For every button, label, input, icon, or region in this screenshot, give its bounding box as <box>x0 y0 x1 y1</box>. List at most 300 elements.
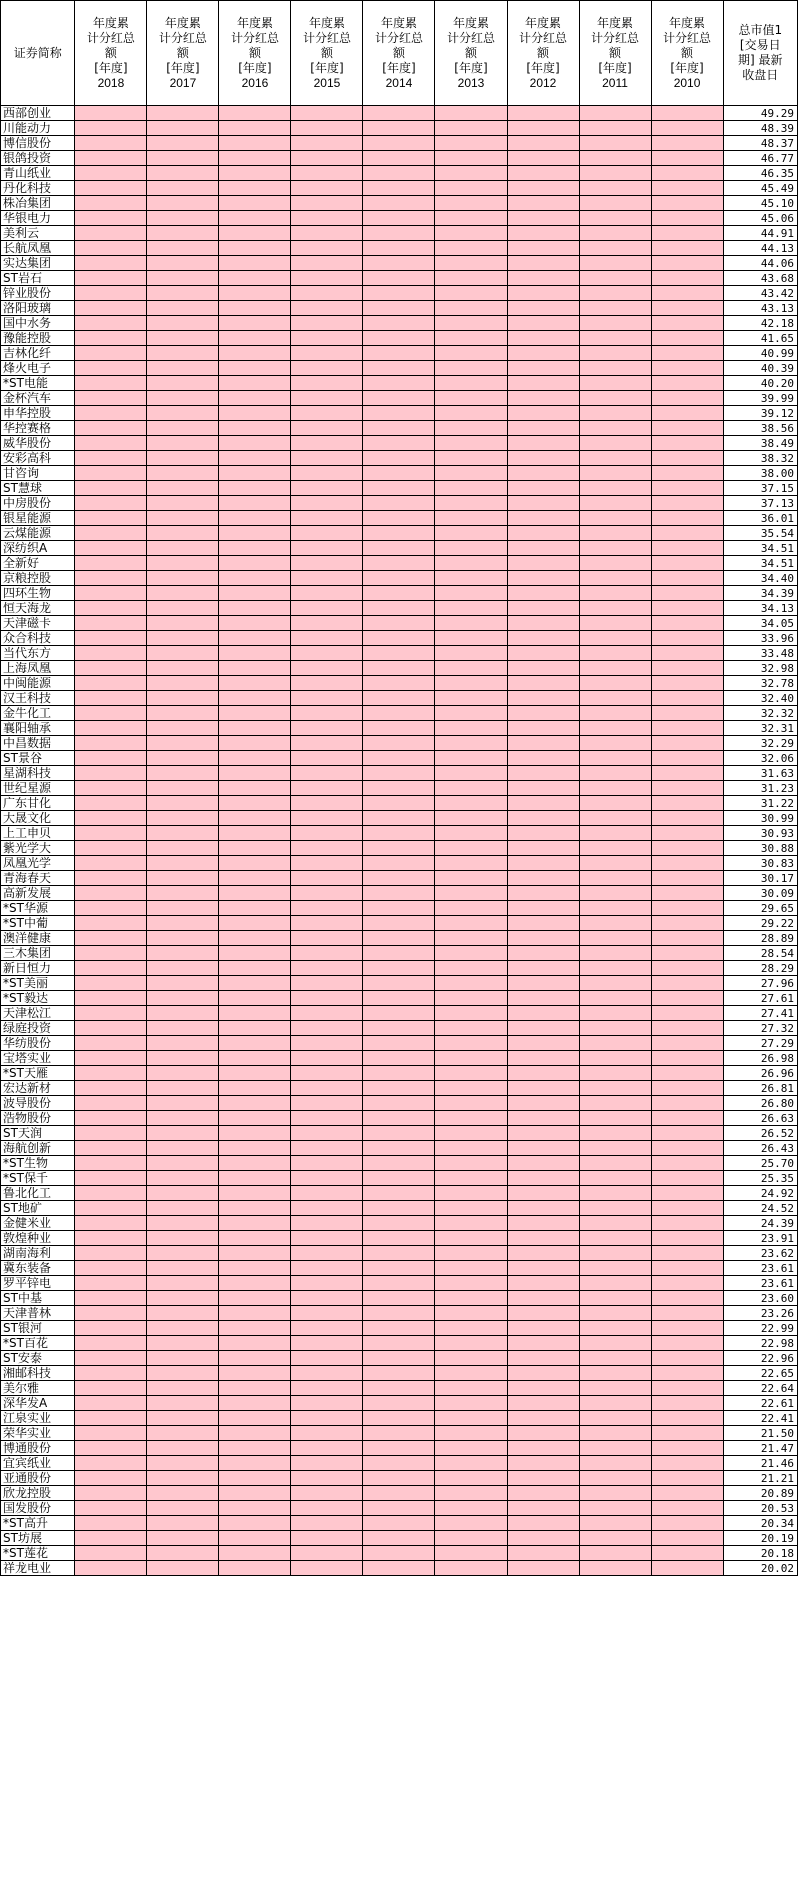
dividend-cell[interactable] <box>219 1501 291 1516</box>
dividend-cell[interactable] <box>219 181 291 196</box>
dividend-cell[interactable] <box>75 196 147 211</box>
dividend-cell[interactable] <box>363 946 435 961</box>
market-value-cell[interactable]: 37.15 <box>723 481 797 496</box>
dividend-cell[interactable] <box>363 1111 435 1126</box>
dividend-cell[interactable] <box>147 211 219 226</box>
dividend-cell[interactable] <box>75 361 147 376</box>
dividend-cell[interactable] <box>219 1126 291 1141</box>
dividend-cell[interactable] <box>291 751 363 766</box>
dividend-cell[interactable] <box>507 1351 579 1366</box>
dividend-cell[interactable] <box>435 586 507 601</box>
dividend-cell[interactable] <box>507 991 579 1006</box>
dividend-cell[interactable] <box>435 691 507 706</box>
dividend-cell[interactable] <box>291 286 363 301</box>
dividend-cell[interactable] <box>579 331 651 346</box>
dividend-cell[interactable] <box>579 1156 651 1171</box>
dividend-cell[interactable] <box>363 1351 435 1366</box>
dividend-cell[interactable] <box>363 1021 435 1036</box>
dividend-cell[interactable] <box>435 661 507 676</box>
security-name-cell[interactable]: 云煤能源 <box>1 526 75 541</box>
security-name-cell[interactable]: *ST华源 <box>1 901 75 916</box>
security-name-cell[interactable]: 紫光学大 <box>1 841 75 856</box>
dividend-cell[interactable] <box>219 1546 291 1561</box>
dividend-cell[interactable] <box>75 1306 147 1321</box>
dividend-cell[interactable] <box>507 1471 579 1486</box>
dividend-cell[interactable] <box>147 406 219 421</box>
dividend-cell[interactable] <box>507 631 579 646</box>
dividend-cell[interactable] <box>75 166 147 181</box>
dividend-cell[interactable] <box>579 886 651 901</box>
dividend-cell[interactable] <box>75 916 147 931</box>
market-value-cell[interactable]: 32.78 <box>723 676 797 691</box>
dividend-cell[interactable] <box>579 901 651 916</box>
dividend-cell[interactable] <box>651 646 723 661</box>
market-value-cell[interactable]: 38.32 <box>723 451 797 466</box>
dividend-cell[interactable] <box>147 421 219 436</box>
dividend-cell[interactable] <box>291 241 363 256</box>
market-value-cell[interactable]: 28.89 <box>723 931 797 946</box>
dividend-cell[interactable] <box>75 1051 147 1066</box>
dividend-cell[interactable] <box>507 556 579 571</box>
dividend-cell[interactable] <box>219 376 291 391</box>
dividend-cell[interactable] <box>219 1156 291 1171</box>
security-name-cell[interactable]: *ST高升 <box>1 1516 75 1531</box>
dividend-cell[interactable] <box>75 856 147 871</box>
dividend-cell[interactable] <box>75 406 147 421</box>
dividend-cell[interactable] <box>219 331 291 346</box>
dividend-cell[interactable] <box>75 211 147 226</box>
dividend-cell[interactable] <box>219 886 291 901</box>
dividend-cell[interactable] <box>363 931 435 946</box>
dividend-cell[interactable] <box>651 541 723 556</box>
dividend-cell[interactable] <box>291 466 363 481</box>
dividend-cell[interactable] <box>579 631 651 646</box>
market-value-cell[interactable]: 22.65 <box>723 1366 797 1381</box>
dividend-cell[interactable] <box>651 181 723 196</box>
dividend-cell[interactable] <box>651 916 723 931</box>
dividend-cell[interactable] <box>219 631 291 646</box>
dividend-cell[interactable] <box>579 1456 651 1471</box>
dividend-cell[interactable] <box>291 676 363 691</box>
dividend-cell[interactable] <box>147 1006 219 1021</box>
dividend-cell[interactable] <box>651 1246 723 1261</box>
security-name-cell[interactable]: *ST百花 <box>1 1336 75 1351</box>
dividend-cell[interactable] <box>651 1261 723 1276</box>
dividend-cell[interactable] <box>435 886 507 901</box>
dividend-cell[interactable] <box>363 961 435 976</box>
dividend-cell[interactable] <box>219 1186 291 1201</box>
dividend-cell[interactable] <box>291 406 363 421</box>
dividend-cell[interactable] <box>147 1546 219 1561</box>
dividend-cell[interactable] <box>579 811 651 826</box>
dividend-cell[interactable] <box>507 1036 579 1051</box>
dividend-cell[interactable] <box>75 751 147 766</box>
dividend-cell[interactable] <box>435 1246 507 1261</box>
dividend-cell[interactable] <box>147 1156 219 1171</box>
dividend-cell[interactable] <box>147 316 219 331</box>
dividend-cell[interactable] <box>75 136 147 151</box>
market-value-cell[interactable]: 30.93 <box>723 826 797 841</box>
dividend-cell[interactable] <box>291 781 363 796</box>
market-value-cell[interactable]: 32.29 <box>723 736 797 751</box>
market-value-cell[interactable]: 20.89 <box>723 1486 797 1501</box>
security-name-cell[interactable]: 广东甘化 <box>1 796 75 811</box>
security-name-cell[interactable]: 中昌数据 <box>1 736 75 751</box>
dividend-cell[interactable] <box>579 466 651 481</box>
security-name-cell[interactable]: 博信股份 <box>1 136 75 151</box>
header-market-value[interactable] <box>723 1 797 106</box>
dividend-cell[interactable] <box>579 931 651 946</box>
dividend-cell[interactable] <box>147 256 219 271</box>
security-name-cell[interactable]: 祥龙电业 <box>1 1561 75 1576</box>
dividend-cell[interactable] <box>507 1411 579 1426</box>
market-value-cell[interactable]: 31.23 <box>723 781 797 796</box>
market-value-cell[interactable]: 23.62 <box>723 1246 797 1261</box>
dividend-cell[interactable] <box>651 331 723 346</box>
dividend-cell[interactable] <box>219 901 291 916</box>
security-name-cell[interactable]: *ST毅达 <box>1 991 75 1006</box>
dividend-cell[interactable] <box>579 286 651 301</box>
dividend-cell[interactable] <box>507 1486 579 1501</box>
security-name-cell[interactable]: 浩物股份 <box>1 1111 75 1126</box>
security-name-cell[interactable]: 西部创业 <box>1 106 75 121</box>
dividend-cell[interactable] <box>219 1561 291 1576</box>
dividend-cell[interactable] <box>435 376 507 391</box>
dividend-cell[interactable] <box>363 1501 435 1516</box>
dividend-cell[interactable] <box>219 811 291 826</box>
dividend-cell[interactable] <box>579 1486 651 1501</box>
market-value-cell[interactable]: 23.61 <box>723 1261 797 1276</box>
dividend-cell[interactable] <box>651 1486 723 1501</box>
dividend-cell[interactable] <box>507 751 579 766</box>
dividend-cell[interactable] <box>363 1261 435 1276</box>
dividend-cell[interactable] <box>507 1561 579 1576</box>
dividend-cell[interactable] <box>507 1261 579 1276</box>
dividend-cell[interactable] <box>507 1306 579 1321</box>
dividend-cell[interactable] <box>291 196 363 211</box>
dividend-cell[interactable] <box>363 586 435 601</box>
dividend-cell[interactable] <box>219 1321 291 1336</box>
dividend-cell[interactable] <box>651 601 723 616</box>
dividend-cell[interactable] <box>219 826 291 841</box>
dividend-cell[interactable] <box>291 496 363 511</box>
market-value-cell[interactable]: 30.99 <box>723 811 797 826</box>
dividend-cell[interactable] <box>291 361 363 376</box>
dividend-cell[interactable] <box>219 511 291 526</box>
header-dividend-4[interactable] <box>363 1 435 106</box>
dividend-cell[interactable] <box>363 1066 435 1081</box>
dividend-cell[interactable] <box>219 316 291 331</box>
dividend-cell[interactable] <box>363 556 435 571</box>
dividend-cell[interactable] <box>435 271 507 286</box>
dividend-cell[interactable] <box>507 316 579 331</box>
security-name-cell[interactable]: *ST莲花 <box>1 1546 75 1561</box>
dividend-cell[interactable] <box>291 376 363 391</box>
security-name-cell[interactable]: 博通股份 <box>1 1441 75 1456</box>
dividend-cell[interactable] <box>507 451 579 466</box>
dividend-cell[interactable] <box>651 826 723 841</box>
security-name-cell[interactable]: 银鸽投资 <box>1 151 75 166</box>
dividend-cell[interactable] <box>219 976 291 991</box>
dividend-cell[interactable] <box>579 1531 651 1546</box>
dividend-cell[interactable] <box>291 1066 363 1081</box>
security-name-cell[interactable]: 洛阳玻璃 <box>1 301 75 316</box>
market-value-cell[interactable]: 38.56 <box>723 421 797 436</box>
dividend-cell[interactable] <box>291 1441 363 1456</box>
security-name-cell[interactable]: 青山纸业 <box>1 166 75 181</box>
security-name-cell[interactable]: *ST生物 <box>1 1156 75 1171</box>
dividend-cell[interactable] <box>75 1381 147 1396</box>
dividend-cell[interactable] <box>219 286 291 301</box>
dividend-cell[interactable] <box>363 1171 435 1186</box>
dividend-cell[interactable] <box>75 1516 147 1531</box>
dividend-cell[interactable] <box>75 1441 147 1456</box>
dividend-cell[interactable] <box>507 826 579 841</box>
dividend-cell[interactable] <box>147 1351 219 1366</box>
dividend-cell[interactable] <box>219 1246 291 1261</box>
dividend-cell[interactable] <box>435 631 507 646</box>
security-name-cell[interactable]: 欣龙控股 <box>1 1486 75 1501</box>
dividend-cell[interactable] <box>651 301 723 316</box>
security-name-cell[interactable]: 甘咨询 <box>1 466 75 481</box>
security-name-cell[interactable]: 实达集团 <box>1 256 75 271</box>
dividend-cell[interactable] <box>435 706 507 721</box>
dividend-cell[interactable] <box>651 1096 723 1111</box>
market-value-cell[interactable]: 22.96 <box>723 1351 797 1366</box>
market-value-cell[interactable]: 44.91 <box>723 226 797 241</box>
dividend-cell[interactable] <box>651 436 723 451</box>
security-name-cell[interactable]: 中房股份 <box>1 496 75 511</box>
dividend-cell[interactable] <box>147 1321 219 1336</box>
dividend-cell[interactable] <box>363 991 435 1006</box>
security-name-cell[interactable]: 汉王科技 <box>1 691 75 706</box>
dividend-cell[interactable] <box>435 1396 507 1411</box>
header-security-name[interactable]: 证券简称 <box>1 1 75 106</box>
dividend-cell[interactable] <box>651 1036 723 1051</box>
security-name-cell[interactable]: 丹化科技 <box>1 181 75 196</box>
dividend-cell[interactable] <box>435 1486 507 1501</box>
dividend-cell[interactable] <box>147 751 219 766</box>
dividend-cell[interactable] <box>507 1291 579 1306</box>
dividend-cell[interactable] <box>291 1471 363 1486</box>
dividend-cell[interactable] <box>147 1411 219 1426</box>
dividend-cell[interactable] <box>435 1171 507 1186</box>
dividend-cell[interactable] <box>435 361 507 376</box>
dividend-cell[interactable] <box>435 496 507 511</box>
market-value-cell[interactable]: 26.43 <box>723 1141 797 1156</box>
market-value-cell[interactable]: 44.13 <box>723 241 797 256</box>
dividend-cell[interactable] <box>75 961 147 976</box>
dividend-cell[interactable] <box>147 1021 219 1036</box>
dividend-cell[interactable] <box>75 1501 147 1516</box>
dividend-cell[interactable] <box>291 1321 363 1336</box>
dividend-cell[interactable] <box>291 271 363 286</box>
dividend-cell[interactable] <box>435 1261 507 1276</box>
dividend-cell[interactable] <box>507 241 579 256</box>
dividend-cell[interactable] <box>435 856 507 871</box>
dividend-cell[interactable] <box>75 1396 147 1411</box>
dividend-cell[interactable] <box>291 1216 363 1231</box>
dividend-cell[interactable] <box>651 946 723 961</box>
dividend-cell[interactable] <box>219 1081 291 1096</box>
dividend-cell[interactable] <box>147 391 219 406</box>
dividend-cell[interactable] <box>291 151 363 166</box>
dividend-cell[interactable] <box>651 781 723 796</box>
dividend-cell[interactable] <box>435 421 507 436</box>
dividend-cell[interactable] <box>75 1111 147 1126</box>
dividend-cell[interactable] <box>651 991 723 1006</box>
dividend-cell[interactable] <box>147 1486 219 1501</box>
market-value-cell[interactable]: 46.35 <box>723 166 797 181</box>
dividend-cell[interactable] <box>147 901 219 916</box>
dividend-cell[interactable] <box>291 1291 363 1306</box>
dividend-cell[interactable] <box>363 706 435 721</box>
dividend-cell[interactable] <box>651 931 723 946</box>
dividend-cell[interactable] <box>147 346 219 361</box>
dividend-cell[interactable] <box>507 781 579 796</box>
dividend-cell[interactable] <box>435 1336 507 1351</box>
market-value-cell[interactable]: 27.61 <box>723 991 797 1006</box>
dividend-cell[interactable] <box>579 421 651 436</box>
dividend-cell[interactable] <box>147 556 219 571</box>
dividend-cell[interactable] <box>507 811 579 826</box>
dividend-cell[interactable] <box>291 106 363 121</box>
dividend-cell[interactable] <box>291 1126 363 1141</box>
dividend-cell[interactable] <box>435 1066 507 1081</box>
dividend-cell[interactable] <box>651 1306 723 1321</box>
dividend-cell[interactable] <box>579 241 651 256</box>
dividend-cell[interactable] <box>363 1141 435 1156</box>
dividend-cell[interactable] <box>435 1516 507 1531</box>
dividend-cell[interactable] <box>507 1081 579 1096</box>
dividend-cell[interactable] <box>219 766 291 781</box>
dividend-cell[interactable] <box>363 436 435 451</box>
dividend-cell[interactable] <box>507 1156 579 1171</box>
dividend-cell[interactable] <box>291 526 363 541</box>
dividend-cell[interactable] <box>579 166 651 181</box>
security-name-cell[interactable]: 豫能控股 <box>1 331 75 346</box>
dividend-cell[interactable] <box>75 496 147 511</box>
dividend-cell[interactable] <box>651 901 723 916</box>
dividend-cell[interactable] <box>507 1336 579 1351</box>
dividend-cell[interactable] <box>291 766 363 781</box>
dividend-cell[interactable] <box>147 1381 219 1396</box>
dividend-cell[interactable] <box>363 361 435 376</box>
dividend-cell[interactable] <box>435 736 507 751</box>
dividend-cell[interactable] <box>291 511 363 526</box>
dividend-cell[interactable] <box>507 1531 579 1546</box>
dividend-cell[interactable] <box>651 376 723 391</box>
header-dividend-5[interactable] <box>435 1 507 106</box>
dividend-cell[interactable] <box>507 151 579 166</box>
dividend-cell[interactable] <box>579 1471 651 1486</box>
security-name-cell[interactable]: 上海凤凰 <box>1 661 75 676</box>
dividend-cell[interactable] <box>651 871 723 886</box>
dividend-cell[interactable] <box>363 136 435 151</box>
dividend-cell[interactable] <box>579 361 651 376</box>
dividend-cell[interactable] <box>75 1546 147 1561</box>
dividend-cell[interactable] <box>579 796 651 811</box>
dividend-cell[interactable] <box>435 676 507 691</box>
dividend-cell[interactable] <box>363 691 435 706</box>
dividend-cell[interactable] <box>651 886 723 901</box>
dividend-cell[interactable] <box>507 1396 579 1411</box>
security-name-cell[interactable]: *ST天雁 <box>1 1066 75 1081</box>
dividend-cell[interactable] <box>579 1276 651 1291</box>
dividend-cell[interactable] <box>147 571 219 586</box>
security-name-cell[interactable]: *ST保千 <box>1 1171 75 1186</box>
dividend-cell[interactable] <box>75 151 147 166</box>
market-value-cell[interactable]: 39.99 <box>723 391 797 406</box>
dividend-cell[interactable] <box>507 271 579 286</box>
dividend-cell[interactable] <box>363 811 435 826</box>
dividend-cell[interactable] <box>651 1051 723 1066</box>
dividend-cell[interactable] <box>75 826 147 841</box>
dividend-cell[interactable] <box>75 526 147 541</box>
dividend-cell[interactable] <box>147 676 219 691</box>
dividend-cell[interactable] <box>363 421 435 436</box>
security-name-cell[interactable]: 恒天海龙 <box>1 601 75 616</box>
dividend-cell[interactable] <box>363 121 435 136</box>
security-name-cell[interactable]: 锌业股份 <box>1 286 75 301</box>
dividend-cell[interactable] <box>219 361 291 376</box>
dividend-cell[interactable] <box>75 1336 147 1351</box>
market-value-cell[interactable]: 48.39 <box>723 121 797 136</box>
security-name-cell[interactable]: 众合科技 <box>1 631 75 646</box>
dividend-cell[interactable] <box>435 571 507 586</box>
dividend-cell[interactable] <box>507 1216 579 1231</box>
market-value-cell[interactable]: 28.54 <box>723 946 797 961</box>
dividend-cell[interactable] <box>579 991 651 1006</box>
dividend-cell[interactable] <box>363 541 435 556</box>
market-value-cell[interactable]: 20.18 <box>723 1546 797 1561</box>
dividend-cell[interactable] <box>651 151 723 166</box>
dividend-cell[interactable] <box>435 1111 507 1126</box>
dividend-cell[interactable] <box>219 106 291 121</box>
dividend-cell[interactable] <box>435 901 507 916</box>
dividend-cell[interactable] <box>147 661 219 676</box>
market-value-cell[interactable]: 20.02 <box>723 1561 797 1576</box>
dividend-cell[interactable] <box>291 1396 363 1411</box>
dividend-cell[interactable] <box>147 1126 219 1141</box>
dividend-cell[interactable] <box>75 871 147 886</box>
security-name-cell[interactable]: 新日恒力 <box>1 961 75 976</box>
dividend-cell[interactable] <box>363 781 435 796</box>
dividend-cell[interactable] <box>291 1081 363 1096</box>
dividend-cell[interactable] <box>147 586 219 601</box>
market-value-cell[interactable]: 38.49 <box>723 436 797 451</box>
dividend-cell[interactable] <box>435 826 507 841</box>
market-value-cell[interactable]: 46.77 <box>723 151 797 166</box>
dividend-cell[interactable] <box>507 841 579 856</box>
market-value-cell[interactable]: 29.22 <box>723 916 797 931</box>
dividend-cell[interactable] <box>435 781 507 796</box>
dividend-cell[interactable] <box>363 1126 435 1141</box>
dividend-cell[interactable] <box>147 526 219 541</box>
dividend-cell[interactable] <box>219 1456 291 1471</box>
dividend-cell[interactable] <box>435 1561 507 1576</box>
dividend-cell[interactable] <box>291 646 363 661</box>
dividend-cell[interactable] <box>579 961 651 976</box>
dividend-cell[interactable] <box>651 121 723 136</box>
market-value-cell[interactable]: 36.01 <box>723 511 797 526</box>
dividend-cell[interactable] <box>75 1261 147 1276</box>
dividend-cell[interactable] <box>435 436 507 451</box>
dividend-cell[interactable] <box>75 1216 147 1231</box>
dividend-cell[interactable] <box>147 151 219 166</box>
dividend-cell[interactable] <box>651 586 723 601</box>
market-value-cell[interactable]: 34.39 <box>723 586 797 601</box>
